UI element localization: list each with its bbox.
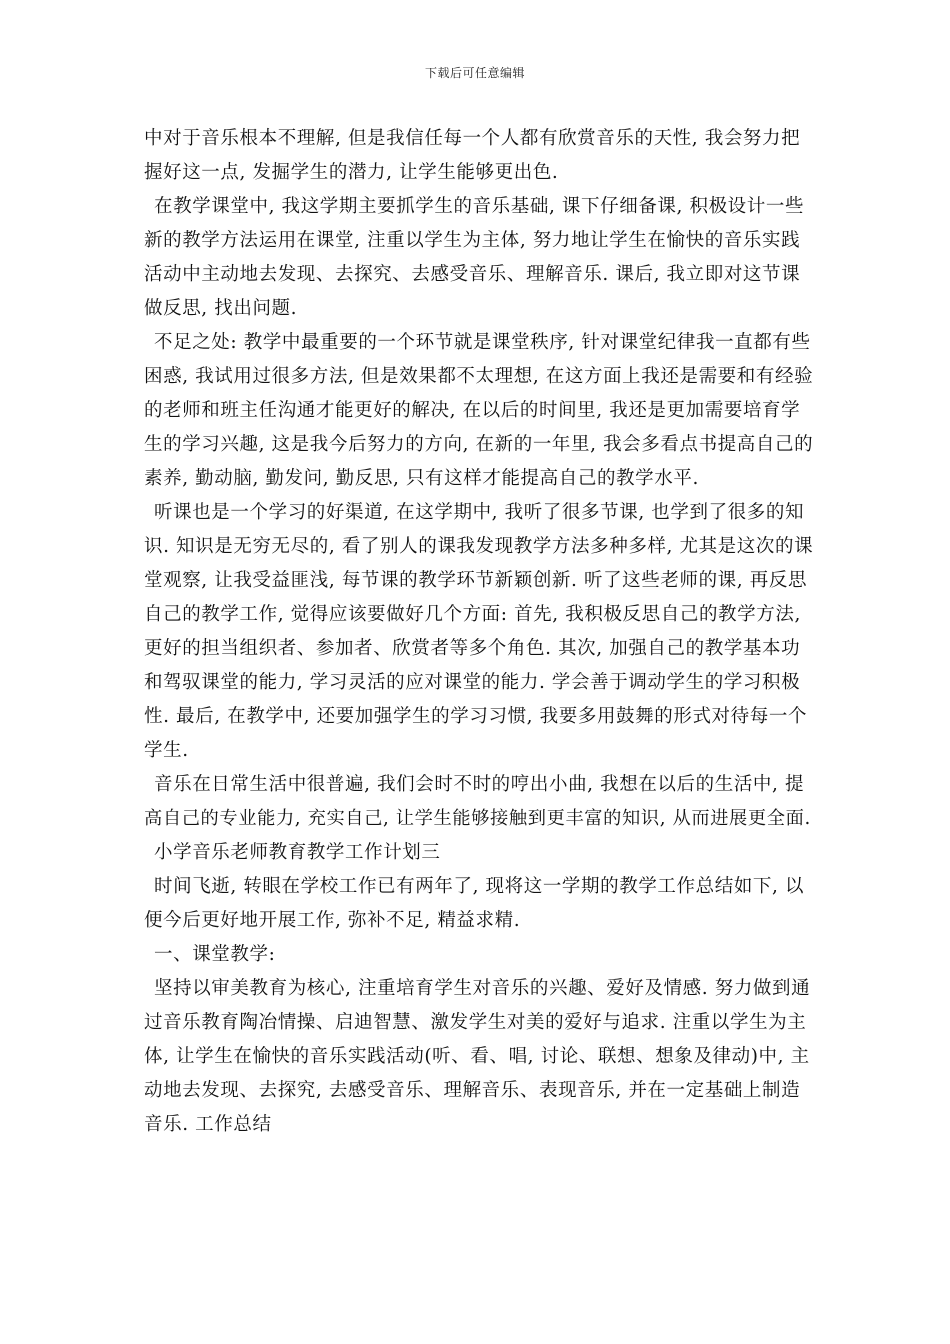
text-line: 便今后更好地开展工作, 弥补不足, 精益求精. xyxy=(144,910,521,931)
text-line: 活动中主动地去发现、去探究、去感受音乐、理解音乐. 课后, 我立即对这节课 xyxy=(144,264,801,285)
text-line: 过音乐教育陶冶情操、启迪智慧、激发学生对美的爱好与追求. 注重以学生为主 xyxy=(144,1012,807,1033)
text-line: 识. 知识是无穷无尽的, 看了别人的课我发现教学方法多种多样, 尤其是这次的课 xyxy=(144,536,814,557)
text-line: 在教学课堂中, 我这学期主要抓学生的音乐基础, 课下仔细备课, 积极设计一些 xyxy=(154,196,805,217)
text-line: 听课也是一个学习的好渠道, 在这学期中, 我听了很多节课, 也学到了很多的知 xyxy=(154,502,805,523)
text-line: 素养, 勤动脑, 勤发问, 勤反思, 只有这样才能提高自己的教学水平. xyxy=(144,468,699,489)
text-line: 中对于音乐根本不理解, 但是我信任每一个人都有欣赏音乐的天性, 我会努力把 xyxy=(144,128,801,149)
text-line: 自己的教学工作, 觉得应该要做好几个方面: 首先, 我积极反思自己的教学方法, xyxy=(144,604,801,625)
text-line: 握好这一点, 发掘学生的潜力, 让学生能够更出色. xyxy=(144,162,559,183)
text-line: 一、课堂教学: xyxy=(154,944,276,965)
text-line: 做反思, 找出问题. xyxy=(144,298,298,319)
text-line: 新的教学方法运用在课堂, 注重以学生为主体, 努力地让学生在愉快的音乐实践 xyxy=(144,230,801,251)
document-body xyxy=(144,122,814,1142)
text-line: 和驾驭课堂的能力, 学习灵活的应对课堂的能力. 学会善于调动学生的学习积极 xyxy=(144,672,801,693)
text-line: 的老师和班主任沟通才能更好的解决, 在以后的时间里, 我还是更加需要培育学 xyxy=(144,400,801,421)
text-line: 不足之处: 教学中最重要的一个环节就是课堂秩序, 针对课堂纪律我一直都有些 xyxy=(154,332,811,353)
text-line: 音乐在日常生活中很普遍, 我们会时不时的哼出小曲, 我想在以后的生活中, 提 xyxy=(154,774,805,795)
text-line: 坚持以审美教育为核心, 注重培育学生对音乐的兴趣、爱好及情感. 努力做到通 xyxy=(154,978,811,999)
text-line: 生的学习兴趣, 这是我今后努力的方向, 在新的一年里, 我会多看点书提高自己的 xyxy=(144,434,814,455)
text-line: 学生. xyxy=(144,740,189,761)
text-line: 堂观察, 让我受益匪浅, 每节课的教学环节新颖创新. 听了这些老师的课, 再反思 xyxy=(144,570,808,591)
text-line: 时间飞逝, 转眼在学校工作已有两年了, 现将这一学期的教学工作总结如下, 以 xyxy=(154,876,805,897)
page-header: 下载后可任意编辑 xyxy=(424,66,525,80)
text-line: 音乐. 工作总结 xyxy=(144,1114,272,1135)
text-line: 更好的担当组织者、参加者、欣赏者等多个角色. 其次, 加强自己的教学基本功 xyxy=(144,638,801,659)
text-line: 高自己的专业能力, 充实自己, 让学生能够接触到更丰富的知识, 从而进展更全面. xyxy=(144,808,811,829)
text-line: 小学音乐老师教育教学工作计划三 xyxy=(154,842,441,863)
text-line: 困惑, 我试用过很多方法, 但是效果都不太理想, 在这方面上我还是需要和有经验 xyxy=(144,366,814,387)
text-line: 体, 让学生在愉快的音乐实践活动(听、看、唱, 讨论、联想、想象及律动)中, 主 xyxy=(144,1046,810,1067)
text-line: 性. 最后, 在教学中, 还要加强学生的学习习惯, 我要多用鼓舞的形式对待每一个 xyxy=(144,706,808,727)
text-line: 动地去发现、去探究, 去感受音乐、理解音乐、表现音乐, 并在一定基础上制造 xyxy=(144,1080,801,1101)
